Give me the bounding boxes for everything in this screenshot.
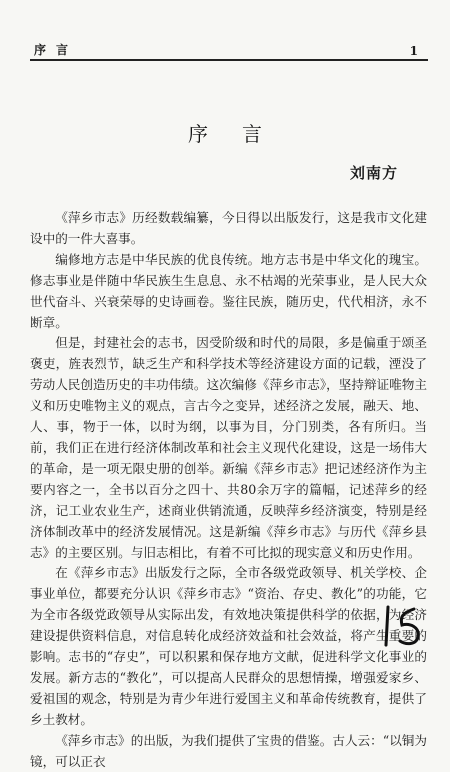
- paragraph: 《萍乡市志》的出版，为我们提供了宝贵的借鉴。古人云：“以铜为镜，可以正衣: [30, 732, 427, 769]
- paragraph: 编修地方志是中华民族的优良传统。地方志书是中华文化的瑰宝。修志事业是伴随中华民族生生息息、永不枯竭的光荣事业，是人民大众世代奋斗、兴衰荣辱的史诗画卷。鉴往民族，随历史，代代相济，永不断章。: [30, 251, 427, 330]
- paragraph: 在《萍乡市志》出版发行之际，全市各级党政领导、机关学校、企事业单位，都要充分认识《萍乡市志》“资治、存史、教化”的功能，它为全市各级党政领导从实际出发，有效地决策提供科学的依据，为经济建设提供资料信息，对信息转化成经济效益和社会效益，将产生重要的影响。志书的“存史”，可以积累和保存地方文献，促进科学文化事业的发展。新方志的“教化”，可以提高人民群众的思想情操，增强爱家乡、爱祖国的观念，特别是为青少年进行爱国主义和革命传统教育，提供了乡土教材。: [30, 565, 427, 727]
- paragraph: 但是，封建社会的志书，因受阶级和时代的局限，多是偏重于颂圣褒吏，旌表烈节，缺乏生产和科学技术等经济建设方面的记载，湮没了劳动人民创造历史的丰功伟绩。这次编修《萍乡市志》，坚持辩证唯物主义和历史唯物主义的观点，言古今之变异，述经济之发展，融天、地、人、事，物于一体，以时为纲，以事为目，分门别类，各有所归。当前，我们正在进行经济体制改革和社会主义现代化建设，这是一场伟大的革命，是一项无限史册的创举。新编《萍乡市志》把记述经济作为主要内容之一，全书以百分之四十、共80余万字的篇幅，记述萍乡的经济，记工业农业生产，述商业供销流通，反映萍乡经济演变，特别是经济体制改革中的经济发展情况。这是新编《萍乡市志》与历代《萍乡县志》的主要区别。与旧志相比，有着不可比拟的现实意义和历史作用。: [30, 335, 427, 560]
- body-text: [30, 208, 427, 772]
- running-header: [30, 36, 428, 61]
- handwritten-mark: [380, 603, 428, 647]
- author-name: 刘南方: [349, 164, 398, 182]
- page-title: 序言: [188, 122, 296, 146]
- running-header-section: 序言: [34, 43, 79, 57]
- paragraph: 《萍乡市志》历经数载编纂，今日得以出版发行，这是我市文化建设中的一件大喜事。: [30, 210, 427, 246]
- page-number: 1: [409, 44, 418, 58]
